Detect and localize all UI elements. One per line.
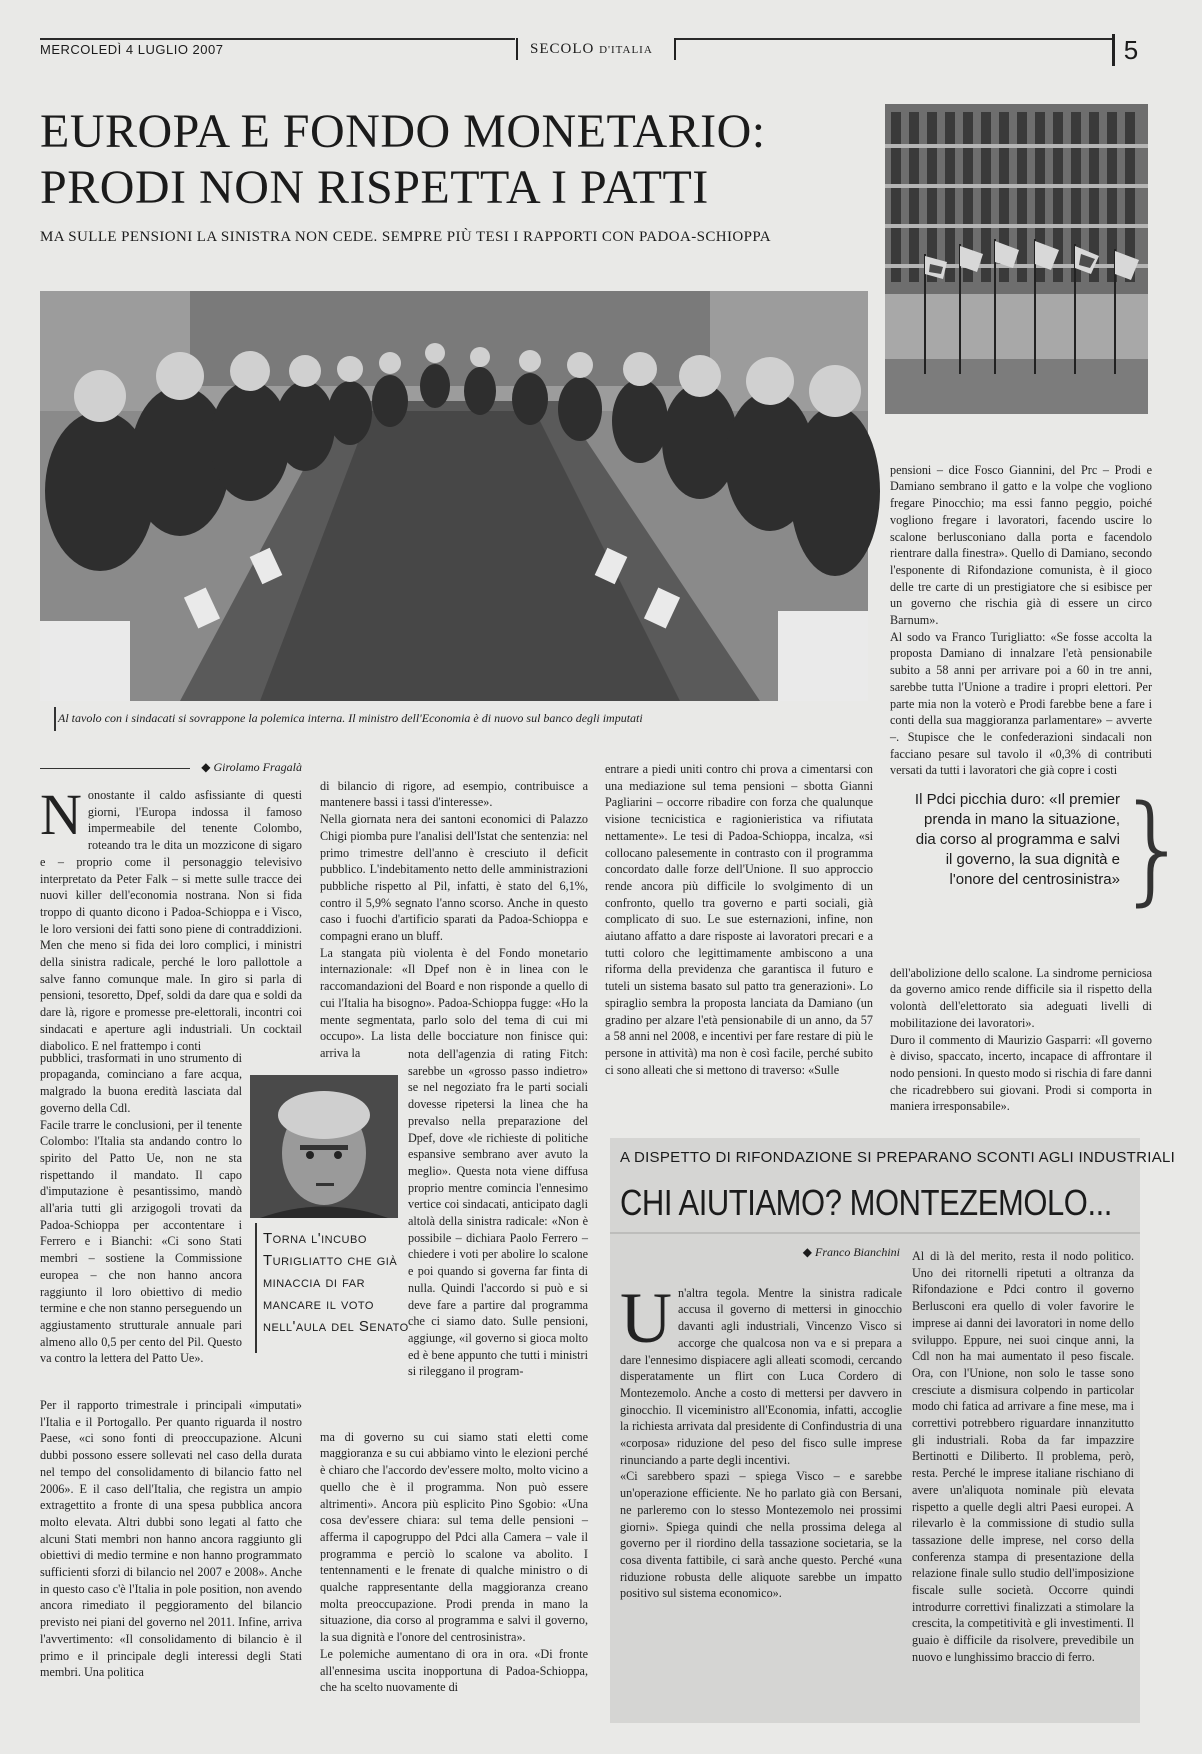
portrait-image	[250, 1075, 398, 1218]
article-column-2	[320, 761, 588, 1060]
box-column-1	[620, 1268, 902, 1720]
box-kicker: A DISPETTO DI RIFONDAZIONE SI PREPARANO SCONTI AGLI INDUSTRIALI	[620, 1149, 1176, 1166]
column-1-side: pubblici, trasformati in uno strumento di propaganda, cominciano a fare acqua, malgrado la buona eredità lasciata dal governo della Cdl. Facile trarre le conclusioni, per il tenente Colombo: l'Italia sta andando contro lo spirito del Patto Ue, non ne sta rispettando il mandato. Il capo d'imputazione è pesantissimo, mandò all'aria tutti gli arzigogoli trovati da Padoa-Schioppa per accontentare i Ferrero e i Bianchi: «Ci sono Stati membri – sostiene la Commissione europea – che non hanno ancora raggiunto il loro obiettivo di medio termine e che non stanno perseguendo un aggiustamento strutturale annuale pari almeno allo 0,5 per cento del Pil. Questo va contro la lettera del Patto Ue».	[40, 1050, 242, 1366]
headline	[40, 104, 880, 216]
column-4-bottom: dell'abolizione dello scalone. La sindrome perniciosa da governo amico rende difficile sia il rispetto della volontà dell'elettorato sia adeguati livelli di mobilitazione dei lavoratori». Duro il commento di Maurizio Gasparri: «Il governo è diviso, spaccato, incerto, incapace di affrontare il nodo pensioni. In questo modo si rischia di fare danni che ricadrebbero sui giovani. Prodi si comporta in maniera irresponsabile».	[890, 965, 1152, 1114]
box-column-2	[912, 1248, 1134, 1720]
box-byline-name: Franco Bianchini	[815, 1245, 900, 1259]
article-column-4-bottom	[890, 948, 1152, 1120]
headline-line-1: EUROPA E FONDO MONETARIO:	[40, 105, 766, 158]
header-rule-left	[40, 38, 515, 40]
article-column-1-side	[40, 1033, 242, 1390]
box-separator	[610, 1232, 1140, 1234]
photo-building-flags	[885, 104, 1148, 414]
article-column-1	[40, 782, 302, 1053]
portrait-caption-bar	[255, 1223, 257, 1353]
meeting-table-image	[40, 291, 868, 701]
column-2-top: di bilancio di rigore, ad esempio, contribuisce a mantenere bassi i tassi d'interesse». Nella giornata nera dei santoni economici di Palazzo Chigi piomba pure l'analisi dell'Istat che sentenzia: nel primo trimestre dell'anno è cresciuto il deficit pubblico. L'indebitamento netto delle amministrazioni pubbliche rispetto al Pil, infatti, è stato del 6,1%, contro il 5,9% segnato l'anno scorso. Anche in questo caso i fuochi d'artificio sparati da Padoa-Schioppa e compagni erano un bluff. La stangata più violenta è del Fondo monetario internazionale: «Il Dpef non è in linea con le raccomandazioni del Board e non risponde a quello di cui l'Italia ha bisogno». Padoa-Schioppa fugge: «Ho la mente segmentata, parlo solo del tema di cui mi occupo». La lista delle bocciature non finisce qui: arriva la	[320, 778, 588, 1060]
headline-line-2: PRODI NON RISPETTA I PATTI	[40, 161, 709, 214]
drop-cap: N	[40, 782, 82, 847]
portrait-photo	[250, 1075, 398, 1218]
issue-date: MERCOLEDÌ 4 LUGLIO 2007	[40, 42, 224, 57]
byline: ◆ Girolamo Fragalà	[201, 760, 302, 774]
masthead	[530, 41, 653, 58]
column-2-side: nota dell'agenzia di rating Fitch: sarebbe un «grosso passo indietro» se nel negoziato fra le parti sociali dovesse ripetersi la linea che ha prevalso nella preparazione del Dpef, dove «le richieste di politiche espansive sembrano aver avuto la meglio». Questa nota viene diffusa proprio mentre comincia l'ennesimo vertice coi sindacati, anticipato dagli altolà della sinistra radicale: «Non è possibile – dichiara Paolo Ferrero – chiedere i voti per abolire lo scalone e poi quando si governa far finta di nulla. Quindi l'accordo si può e si deve fare a partire dal programma che ci siamo dato. Sulle pensioni, aggiunge, «il governo si gioca molto ed è bene appunto che tutti i ministri si rileggano il program-	[408, 1047, 588, 1379]
building-flags-image	[885, 104, 1148, 414]
article-column-1-bottom	[40, 1397, 302, 1727]
subheadline: MA SULLE PENSIONI LA SINISTRA NON CEDE. SEMPRE PIÙ TESI I RAPPORTI CON PADOA-SCHIOPPA	[40, 229, 771, 245]
byline-name: Girolamo Fragalà	[213, 760, 302, 774]
header-tick-left	[516, 38, 518, 60]
column-1-top: onostante il caldo asfissiante di questi giorni, l'Europa indossa il famoso impermeabile del tenente Colombo, roteando tra le dita un mozzicone di sigaro e – proprio come il personaggio televisivo interpretato da Peter Falk – si mette sulle tracce dei nuovi killer dell'economia nostrana. Non si fida troppo di quanto dicono i Padoa-Schioppa e i Visco, le loro versioni dei fatti sono piene di contraddizioni. Men che meno si fida dei loro complici, i ministri della sinistra radicale, perché le loro pallottole a salve fanno comunque male. In giro si parla di pensioni, tesoretto, Dpef, soldi da dare qua e soldi da dare là, rigore e promesse pre-elettorali, incontri coi sindacati e aperture agli industriali. Un cocktail diabolico. E nel frattempo i conti	[40, 788, 302, 1053]
column-2-bottom: ma di governo su cui siamo stati eletti come maggioranza e su cui abbiamo vinto le elezioni perché è chiaro che l'accordo dev'essere molto, molto vicino a quello che è il programma. Non può essere altrimenti». Ancora più esplicito Pino Sgobio: «Una cosa dev'essere chiara: sul tema delle pensioni – afferma il capogruppo del Pdci alla Camera – vale il programma e perciò lo scalone va abolito. I tentennamenti e le frenate di qualche ministro o di qualche rappresentante della maggioranza creano molta preoccupazione. Prodi prenda in mano la situazione, dia corso al programma e salvi il governo, la sua dignità e l'onore del centrosinistra». Le polemiche aumentano di ora in ora. «Di fronte all'ennesima uscita inopportuna di Padoa-Schioppa, che ha scelto nuovamente di	[320, 1429, 588, 1695]
column-4-top: pensioni – dice Fosco Giannini, del Prc – Prodi e Damiano sembrano il gatto e la volpe che vogliono fregare Pinocchio; ma essi fanno peggio, poiché vogliono fregare i lavoratori, facendo uscire lo scalone berlusconiano dalla porta e facendolo rientrare dalla finestra». Quello di Damiano, secondo l'esponente di Rifondazione comunista, è il gioco delle tre carte di un prestigiatore che si esibisce per un governo che rischia già di essere un circo Barnum». Al sodo va Franco Turigliatto: «Se fosse accolta la proposta Damiano di innalzare l'età pensionabile subito a 58 anni per arrivare poi a 60 in tre anni, sarebbe tutta l'Unione a tradire i propri elettori. Per parte mia non la voterò e Prodi farebbe bene a fare i conti della sua maggioranza parlamentare» – avverte –. Stupisce che le confederazioni sindacali non facciano pesare sul tavolo il «0,3% di contributi versati da tutti i lavoratori che già copre i costi	[890, 462, 1152, 778]
article-column-2-bottom	[320, 1412, 588, 1728]
masthead-small: D'ITALIA	[599, 44, 653, 56]
page-number: 5	[1112, 34, 1147, 66]
pull-quote-brace: }	[1116, 779, 1192, 917]
column-1-bottom: Per il rapporto trimestrale i principali «imputati» l'Italia e il Portogallo. Per quanto riguarda il nostro Paese, «ci sono fonti di preoccupazione. Alcuni dubbi possono essere sollevati nel caso della durata nel tempo del consolidamento di bilancio fatto nel 2006». E il caso dell'Italia, che registra un ampio extragettito a fronte di una spesa pubblica ancora molto elevata. Altri dubbi sono legati al fatto che alcuni Stati membri non hanno ancora raggiunto gli obiettivi di medio termine e non hanno programmato sufficienti sforzi di bilancio nel 2007 e 2008». Anche in questo caso c'è l'Italia in pole position, non avendo ancora rimediato il peggioramento del bilancio previsto nei piani del governo nel 2011. Infine, arriva l'avvertimento: «Il consolidamento di bilancio è il primo e il principale degli interessi degli Stati membri. Una politica	[40, 1398, 302, 1680]
box-column-1-text: n'altra tegola. Mentre la sinistra radicale accusa il governo di mettersi in ginocchio davanti agli industriali, Vincenzo Visco si accorge che qualcosa non va e si prepara a dare l'ennesimo dispiacere agli alleati scomodi, cercando disperatamente un flirt con Luca Cordero di Montezemolo. Anche a costo di mettersi per davvero in ginocchio. Il viceministro all'Economia, infatti, accoglie la richiesta arrivata dal presidente di Confindustria di una «corposa» riduzione del peso del fisco sulle imprese rinunciando a parte degli incentivi. «Ci sarebbero spazi – spiega Visco – e sarebbe un'operazione efficiente. Ne ho parlato già con Bersani, ne parleremo con lo stesso Montezemolo nei prossimi giorni». Spiega quindi che nella prossima delega al governo per il riordino della tassazione societaria, se la cosa diventa fattibile, ci sarà anche questo. Perché «una riduzione robusta delle aliquote sarebbe un impatto positivo sul sistema economico».	[620, 1285, 902, 1601]
masthead-main: SECOLO	[530, 41, 595, 57]
photo-caption: Al tavolo con i sindacati si sovrappone la polemica interna. Il ministro dell'Economia è di nuovo sul banco degli imputati	[58, 711, 643, 725]
box-byline: ◆ Franco Bianchini	[802, 1245, 900, 1259]
header-tick-right	[674, 38, 676, 60]
box-column-2-text: Al di là del merito, resta il nodo politico. Uno dei ritornelli ripetuti a oltranza da Rifondazione e Pdci contro il governo Berlusconi era quello di voler favorire le imprese ai danni dei lavoratori in nome dello sviluppo. Eppure, nei suoi cinque anni, la Cdl non ha mai aumentato il peso fiscale. Ora, con l'Unione, non solo le tasse sono cresciute a dismisura colpendo in particolar modo chi fatica ad arrivare a fine mese, ma i correttivi potrebbero riguardare innanzitutto gli industriali. Roba da far impazzire Bertinotti e Diliberto. Il problema, però, resta. Perché le imprese italiane rischiano di avere un'aliquota nominale più elevata rispetto a quelle degli altri Paesi europei. A rilevarlo è la commissione di studio sulla tassazione delle imprese, nel corso della conferenza stampa di presentazione della relazione finale sullo studio dell'imposizione fiscale sulle società. Occorre quindi introdurre correttivi finalizzati a stimolare la crescita, la competitività e gli investimenti. Il guaio è difficile da risolvere, prevedibile un nuovo e lunghissimo braccio di ferro.	[912, 1249, 1134, 1664]
portrait-caption: Torna l'incubo Turigliatto che già minaccia di far mancare il voto nell'aula del Senato	[263, 1230, 409, 1335]
column-3-text: entrare a piedi uniti contro chi prova a cimentarsi con una mediazione sul tema pensioni – sbotta Gianni Pagliarini – occorre ribadire con forza che qualunque visione tecnicistica e ragionieristica va rifiutata nettamente». Le tesi di Padoa-Schioppa, incalza, «si collocano palesemente in contrasto con il programma concordato dalle forze dell'Unione. Il suo approccio rende ancora più difficile lo svolgimento di un confronto, quello tra governo e parti sociali, già complicato di suo. Le sue esternazioni, infine, non aiutano affatto a dare risposte ai lavoratori precari e a tutti coloro che legittimamente ambiscono a una riforma della previdenza che garantisca il futuro e tuteli un sistema basato sul patto tra generazioni». Lo spiraglio sembra la proposta lanciata da Damiano (un gradino per alzare l'età pensionabile di un anno, da 57 a 58 anni nel 2008, e incentivi per fare restare di più le persone in attività) ma non è così facile, perché subito ci sono alleati che si mettono di traverso: «Sulle	[605, 762, 873, 1077]
caption-bar	[54, 707, 56, 731]
header-rule-right	[676, 38, 1112, 40]
photo-meeting-table	[40, 291, 868, 701]
box-drop-cap: U	[620, 1277, 672, 1358]
article-column-2-side	[408, 1046, 588, 1406]
byline-rule	[40, 768, 190, 769]
box-title: CHI AIUTIAMO? MONTEZEMOLO...	[620, 1182, 1112, 1223]
pull-quote: Il Pdci picchia duro: «Il premier prenda in mano la situazione, dia corso al programma e salvi il governo, la sua dignità e l'onore del centrosinistra»	[914, 791, 1120, 888]
article-column-4	[890, 445, 1152, 778]
article-column-3	[605, 761, 873, 1119]
